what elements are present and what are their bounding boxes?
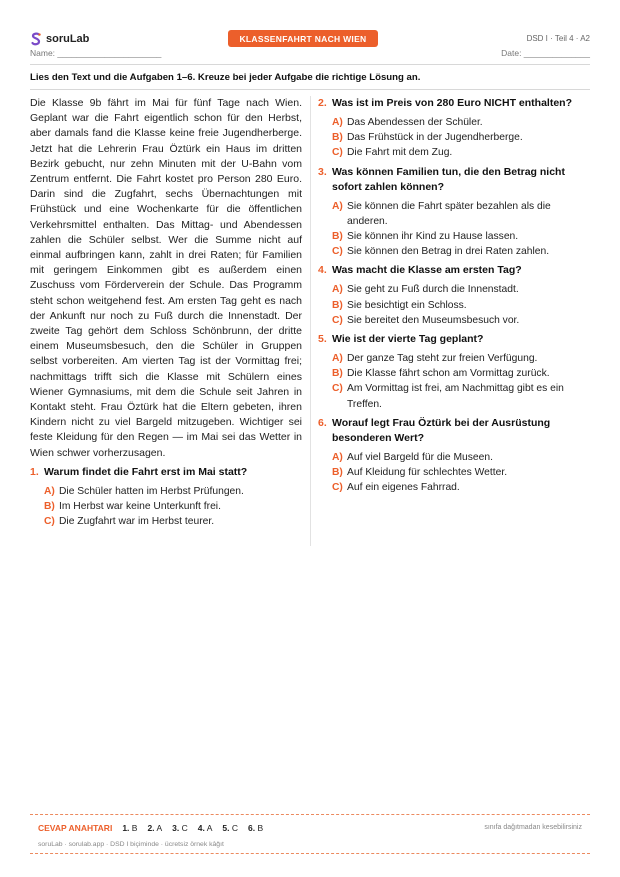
option-b[interactable] (332, 298, 590, 313)
name-field: Name: ______________________ (30, 48, 162, 58)
option-list (332, 282, 590, 328)
option-text: Sie geht zu Fuß durch die Innenstadt. (347, 284, 519, 296)
option-list (332, 199, 590, 260)
option-text: Auf Kleidung für schlechtes Wetter. (347, 467, 508, 479)
option-letter: B) (332, 467, 343, 479)
option-letter: C) (332, 314, 343, 326)
option-b[interactable] (332, 465, 590, 480)
question-number: 2. (318, 97, 327, 109)
option-text: Auf viel Bargeld für die Museen. (347, 451, 493, 463)
page-title: KLASSENFAHRT NACH WIEN (228, 30, 378, 47)
option-text: Das Abendessen der Schüler. (347, 117, 483, 128)
option-letter: A) (332, 200, 343, 212)
option-b[interactable] (332, 366, 590, 381)
option-text: Die Klasse fährt schon am Vormittag zurück. (347, 368, 550, 380)
option-letter: C) (332, 383, 343, 395)
instruction: Lies den Text und die Aufgaben 1–6. Kreuze bei jeder Aufgabe die richtige Lösung an. (30, 72, 421, 83)
question-3 (318, 165, 590, 260)
question-header (318, 263, 590, 278)
option-letter: C) (332, 482, 343, 494)
option-text: Im Herbst war keine Unterkunft frei. (59, 501, 221, 513)
question-header (318, 332, 590, 347)
page-header (30, 30, 590, 50)
answer-key-item: 3. C (172, 823, 188, 833)
question-5 (318, 332, 590, 412)
question-text: Was können Familien tun, die den Betrag nicht sofort zahlen können? (332, 165, 565, 193)
question-number: 4. (318, 264, 327, 277)
answer-key-label: CEVAP ANAHTARI (38, 823, 113, 833)
option-b[interactable] (332, 130, 590, 145)
question-4 (318, 263, 590, 328)
question-text: Wie ist der vierte Tag geplant? (332, 333, 484, 346)
question-header (318, 416, 590, 446)
question-number: 6. (318, 416, 327, 429)
option-list (44, 484, 302, 530)
option-letter: A) (332, 284, 343, 296)
column-divider (310, 96, 311, 546)
question-header (318, 96, 590, 111)
option-a[interactable] (44, 484, 302, 499)
divider (30, 89, 590, 90)
option-letter: A) (332, 451, 343, 463)
option-text: Die Fahrt mit dem Zug. (347, 147, 453, 159)
option-letter: C) (332, 246, 343, 258)
option-a[interactable] (332, 351, 590, 366)
answer-key-item: 2. A (147, 823, 163, 833)
option-text: Sie bereitet den Museumsbesuch vor. (347, 314, 520, 326)
option-list (332, 351, 590, 412)
option-letter: A) (44, 485, 55, 497)
option-text: Am Vormittag ist frei, am Nachmittag gibt es ein Treffen. (347, 383, 564, 410)
reading-passage: Die Klasse 9b fährt im Mai für fünf Tage nach Wien. Geplant war die Fahrt eigentlich schon für den Herbst, aber damals fand die Klasse keine freie Jugendherberge. Jetzt hat die Lehrerin Frau Öztürk ein Haus im dritten Bezirk gebucht, nur zehn Minuten mit der U-Bahn vom Zentrum entfernt. Die Fahrt kostet pro Person 280 Euro. Darin sind die Zugfahrt, sechs Übernachtungen mit Frühstück und eine Wochenkarte für die öffentlichen Verkehrsmittel enthalten. Das Mittag- und Abendessen zahlen die Schüler selbst. Wer die Summe nicht auf einmal aufbringen kann, zahlt in drei Raten; für Familien mit geringem Einkommen gibt es außerdem einen Zuschuss vom Förderverein der Schule. Das Programm steht schon weitgehend fest. Am ersten Tag geht es nach der Ankunft nur noch zu Fuß durch die Innenstadt. Der zweite Tag gehört dem Schloss Schönbrunn, der dritte einem Museumsbesuch, den die Schüler in Gruppen selbst vorbereiten. Am vierten Tag ist der Vormittag frei; nachmittags trifft sich die Klasse mit Schülern eines Wiener Gymnasiums, mit dem die Schule seit Jahren in Kontakt steht. Frau Öztürk hat die Eltern gebeten, ihren Kindern nicht zu viel Bargeld mitzugeben. Wichtiger sei feste Kleidung für den Regen — im Mai sei das Wetter in Wien schwer vorherzusagen. (30, 97, 302, 459)
question-6 (318, 416, 590, 496)
brand (30, 32, 89, 46)
answer-key-item: 4. A (197, 823, 213, 833)
option-letter: B) (332, 231, 343, 243)
option-b[interactable] (332, 229, 590, 244)
option-a[interactable] (332, 199, 590, 229)
option-letter: B) (332, 299, 343, 311)
option-letter: C) (44, 516, 55, 528)
option-text: Die Zugfahrt war im Herbst teurer. (59, 516, 215, 528)
question-text: Was macht die Klasse am ersten Tag? (332, 264, 522, 277)
option-list (332, 450, 590, 496)
option-c[interactable] (332, 145, 590, 160)
question-text: Was ist im Preis von 280 Euro NICHT enthalten? (332, 97, 572, 109)
cut-note: sınıfa dağıtmadan kesebilirsiniz (484, 824, 582, 831)
option-a[interactable] (332, 115, 590, 130)
answer-key (38, 823, 273, 833)
option-text: Die Schüler hatten im Herbst Prüfungen. (59, 485, 244, 497)
footer-credit: soruLab · sorulab.app · DSD I biçiminde · ücretsiz örnek kâğıt (38, 841, 224, 848)
question-number: 5. (318, 333, 327, 346)
option-letter: B) (44, 501, 55, 513)
exam-level: DSD I · Teil 4 · A2 (526, 34, 590, 43)
option-text: Sie können ihr Kind zu Hause lassen. (347, 231, 519, 243)
answer-key-item: 6. B (248, 823, 264, 833)
question-1 (30, 465, 302, 530)
option-a[interactable] (332, 450, 590, 465)
right-column (318, 96, 590, 495)
option-letter: C) (332, 147, 343, 159)
question-text: Worauf legt Frau Öztürk bei der Ausrüstung besonderen Wert? (332, 416, 551, 444)
date-field: Date: ______________ (501, 48, 590, 58)
option-letter: A) (332, 117, 343, 128)
option-text: Auf ein eigenes Fahrrad. (347, 482, 460, 494)
answer-key-item: 1. B (122, 823, 138, 833)
answer-key-item: 5. C (222, 823, 239, 833)
option-text: Der ganze Tag steht zur freien Verfügung. (347, 353, 538, 365)
question-number: 1. (30, 465, 39, 478)
option-c[interactable] (332, 480, 590, 495)
divider (30, 64, 590, 65)
question-header (318, 165, 590, 195)
option-text: Sie besichtigt ein Schloss. (347, 299, 467, 311)
brand-name: soruLab (46, 33, 90, 45)
option-c[interactable] (44, 514, 302, 529)
option-text: Sie können die Fahrt später bezahlen als die anderen. (347, 200, 551, 227)
option-c[interactable] (332, 244, 590, 259)
sorulab-logo-icon (30, 32, 42, 46)
option-letter: A) (332, 353, 343, 365)
student-meta (30, 48, 590, 62)
option-b[interactable] (44, 499, 302, 514)
option-a[interactable] (332, 282, 590, 297)
question-text: Warum findet die Fahrt erst im Mai statt? (44, 465, 248, 478)
option-text: Sie können den Betrag in drei Raten zahlen. (347, 246, 550, 258)
answer-key-footer (30, 814, 590, 854)
option-text: Das Frühstück in der Jugendherberge. (347, 132, 523, 144)
option-c[interactable] (332, 313, 590, 328)
option-c[interactable] (332, 381, 590, 411)
left-column (30, 96, 302, 529)
question-number: 3. (318, 165, 327, 178)
question-2 (318, 96, 590, 161)
option-list (332, 115, 590, 161)
question-header (30, 465, 302, 480)
option-letter: B) (332, 368, 343, 380)
option-letter: B) (332, 132, 343, 144)
